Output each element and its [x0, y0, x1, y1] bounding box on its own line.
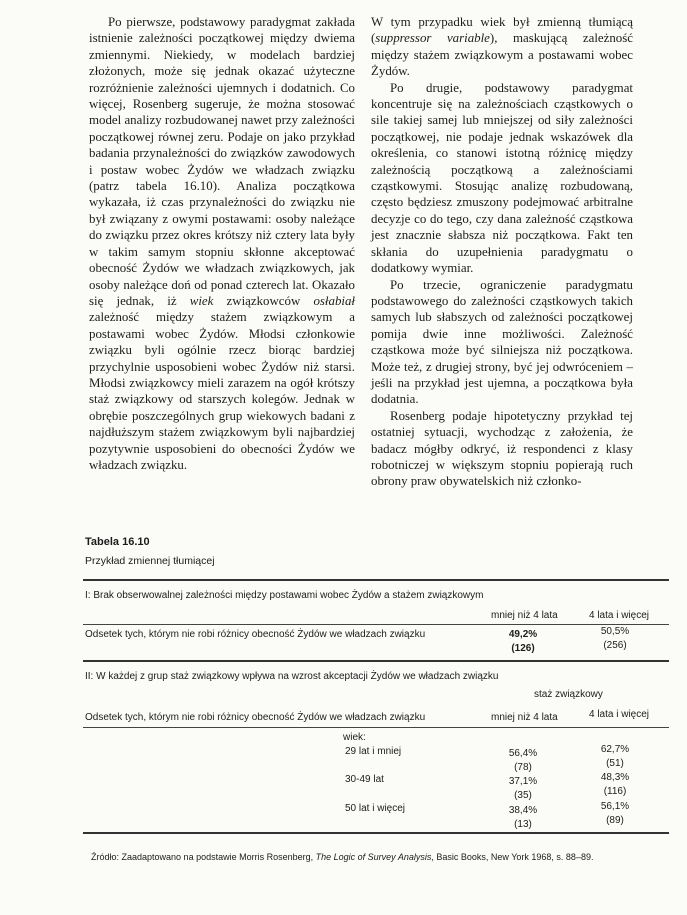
age-row-n2: (89) — [606, 815, 624, 826]
section-2-group-header: staż związkowy — [534, 689, 603, 700]
age-row-pct1: 56,4% — [508, 748, 538, 759]
age-row-pct2: 56,1% — [600, 801, 630, 812]
left-paragraph: Po pierwsze, podstawowy paradygmat zakłada istnienie zależności początkowej między dwiema zmiennymi. Niekiedy, w modelach bardziej złożonych, może się jednak okazać użyteczne rozróżnienie zależności ujemnych i dodatnich. Co więcej, Rosenberg sugeruje, że można stosować model analizy rozbudowanej nawet przy zależności początkowej równej zeru. Podaje on jako przykład badania przynależności do związków zawodowych i postaw wobec Żydów we władzach związku (patrz tabela 16.10). Analiza początkowa wykazała, iż czas przynależności do związku nie był związany z owymi postawami: osoby należące do związku przez okres krótszy niż cztery lata były w takim samym stopniu skłonne akceptować obecność Żydów we władzach związkowych, jak osoby należące doń od ponad czterech lat. Okazało się jednak, iż wiek związkowców osłabiał zależność między stażem związkowym a postawami wobec Żydów. Młodsi członkowie związku byli ogólnie rzecz biorąc bardziej przychylnie usposobieni wobec Żydów niż starsi. Młodsi związkowcy mieli zarazem na ogół krótszy staż związkowy od starszych kolegów. Jednak w obrębie poszczególnych grup wiekowych badani z najdłuższym stażem związkowym byli najbardziej pozytywnie usposobieni do obecności Żydów we władzach związku. — [89, 15, 355, 472]
right-paragraph-4: Rosenberg podaje hipotetyczny przykład tej ostatniej sytuacji, wychodząc z założenia, że badacz mógłby odkryć, iż respondenci z klasy robotniczej w większym stopniu popierają ruch obrony praw obywatelskich niż członko- — [371, 408, 633, 489]
table-top-rule — [83, 579, 669, 581]
right-paragraph-3: Po trzecie, ograniczenie paradygmatu podstawowego do zależności cząstkowych takich samych lub słabszych od zależności początkowej pomija dwie inne możliwości. Zależność cząstkowa może być silniejsza niż początkowa. Może też, z drugiej strony, być jej odwróceniem – jeśli na przykład jest ujemna, a początkowa była dodatnia. — [371, 277, 633, 407]
table-bottom-rule — [83, 832, 669, 834]
age-row-pct1: 38,4% — [508, 805, 538, 816]
age-row-pct2: 48,3% — [600, 772, 630, 783]
section-2-header-rule — [83, 727, 669, 728]
section-2-heading: II: W każdej z grup staż związkowy wpływa na wzrost akceptacji Żydów we władzach związku — [85, 671, 499, 682]
right-column — [371, 14, 633, 490]
section-1-row-label: Odsetek tych, którym nie robi różnicy obecność Żydów we władzach związku — [85, 629, 426, 640]
section-2-col1-header: mniej niż 4 lata — [491, 712, 558, 723]
age-row-pct2: 62,7% — [600, 744, 630, 755]
table-source: Źródło: Zaadaptowano na podstawie Morris Rosenberg, The Logic of Survey Analysis, Basic Books, New York 1968, s. 88–89. — [91, 852, 594, 862]
age-row-n2: (51) — [606, 758, 624, 769]
age-row-label: 50 lat i więcej — [345, 803, 406, 814]
age-row-n1: (78) — [514, 762, 532, 773]
section-2-body — [83, 732, 669, 832]
age-row-n2: (116) — [603, 786, 627, 797]
section-1-col1-header: mniej niż 4 lata — [491, 610, 558, 621]
section-1-header-rule — [83, 624, 669, 625]
age-label: wiek: — [343, 732, 366, 743]
age-row-n1: (13) — [514, 819, 532, 830]
table-section-2-header — [83, 671, 669, 723]
section-2-col2-header: 4 lata i więcej — [589, 709, 650, 720]
table-caption: Przykład zmiennej tłumiącej — [85, 555, 215, 567]
right-paragraph-1: W tym przypadku wiek był zmienną tłumiącą (suppressor variable), maskującą zależność między stażem związkowym a postawami wobec Żydów. — [371, 15, 633, 79]
section-1-n1: (126) — [511, 643, 535, 654]
section-2-row-label: Odsetek tych, którym nie robi różnicy obecność Żydów we władzach związku — [85, 712, 426, 723]
section-1-heading: I: Brak obserwowalnej zależności między postawami wobec Żydów a stażem związkowym — [85, 590, 484, 601]
age-row-label: 30-49 lat — [345, 774, 384, 785]
table-label: Tabela 16.10 — [85, 536, 150, 548]
age-row-n1: (35) — [514, 790, 532, 801]
left-column — [89, 14, 355, 473]
section-1-col2-header: 4 lata i więcej — [589, 610, 650, 621]
right-paragraph-2: Po drugie, podstawowy paradygmat koncentruje się na zależnościach cząstkowych o sile takiej samej lub mniejszej od siły zależności początkowej, nie podaje jednak wskazówek dla określenia, co stanowi istotną różnicę między zależnością początkową a zależnościami cząstkowymi. Stosując analizę rozbudowaną, często będziesz zmuszony podejmować arbitralne decyzje co do tego, czy dana zależność cząstkowa jest znacznie słabsza niż początkowa. Fakt ten skłania do uzupełnienia paradygmatu o dodatkowy wymiar. — [371, 80, 633, 276]
table-middle-rule — [83, 660, 669, 662]
section-1-row — [83, 628, 669, 658]
section-1-n2: (256) — [603, 640, 627, 651]
age-row-label: 29 lat i mniej — [345, 746, 402, 757]
section-1-pct1: 49,2% — [508, 629, 538, 640]
section-1-pct2: 50,5% — [600, 626, 630, 637]
age-row-pct1: 37,1% — [508, 776, 538, 787]
